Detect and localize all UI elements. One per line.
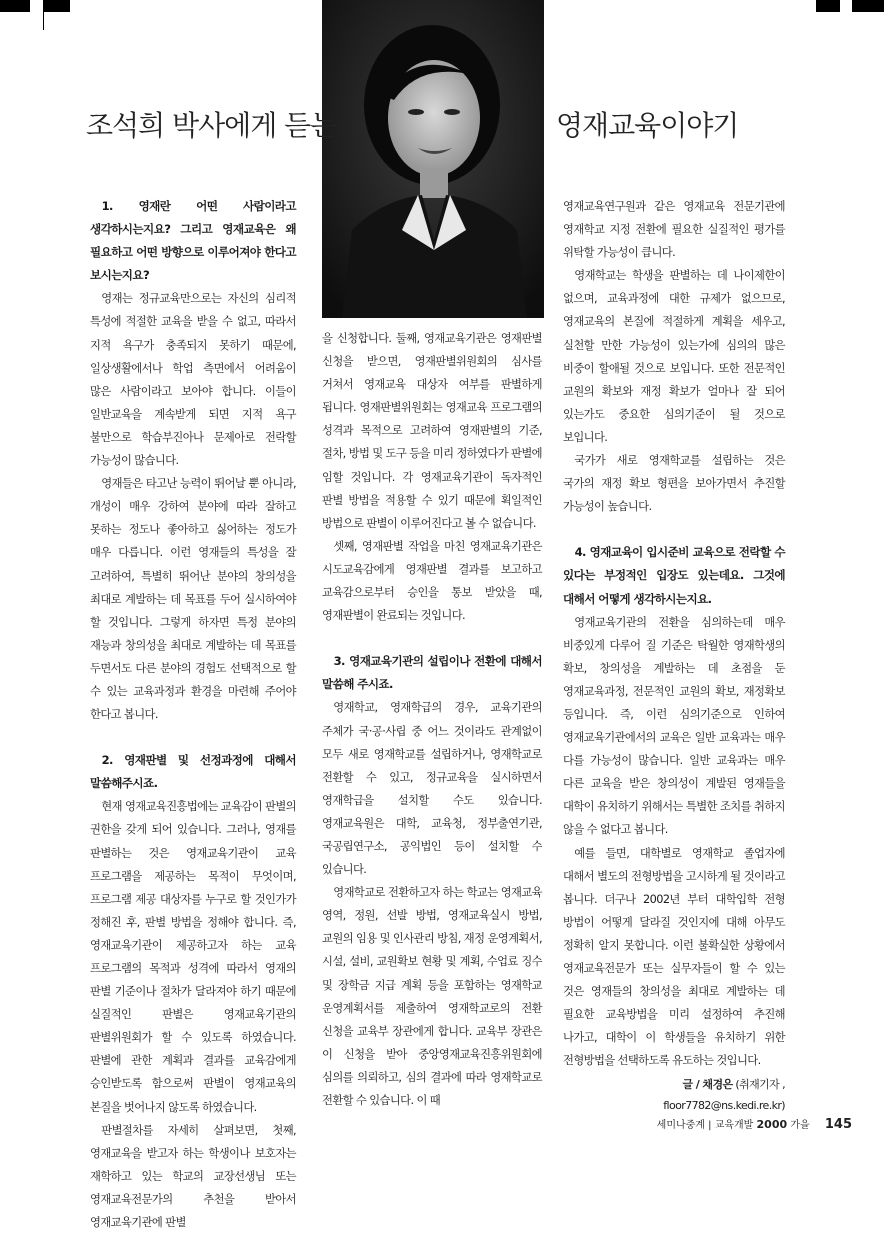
paragraph: 영재들은 타고난 능력이 뛰어날 뿐 아니라, 개성이 매우 강하여 분야에 따라 잘하고 못하는 정도나 좋아하고 싫어하는 정도가 매우 다릅니다. 이런 영재들의 특성을 잘 고려하여, 특별히 뛰어난 분야의 창의성을 최대로 계발하는 데 목표를 두어 실시하여야 할 것입니다. 그렇게 하자면 특정 분야의 재능과 창의성을 최대로 계발하는 데 목표를 두면서도 다른 분야의 경험도 선택적으로 할 수 있는 교육과정과 환경을 마련해 주어야 한다고 봅니다. (90, 477, 296, 722)
column-3 (563, 195, 785, 1116)
byline (563, 1074, 785, 1116)
footer-year: 2000 (756, 1118, 788, 1131)
paragraph: 영재교육연구원과 같은 영재교육 전문기관에 영재학교 지정 전환에 필요한 실질적인 평가를 위탁할 가능성이 큽니다. (563, 200, 785, 260)
crop-mark (0, 0, 30, 12)
crop-line (43, 0, 44, 30)
page-title-left: 조석희 박사에게 듣는 (86, 109, 337, 142)
paragraph: 예를 들면, 대학별로 영재학교 졸업자에 대해서 별도의 전형방법을 고시하게 될 것이라고 봅니다. 더구나 2002년 부터 대학입학 전형 방법이 어떻게 달라질 것인지에 대해 아무도 정확히 알지 못합니다. 이런 불확실한 상황에서 영재교육전문가 또는 실무자들이 할 수 있는 것은 영재들의 창의성을 최대로 계발하는 데 필요한 교육방법을 미리 설정하여 추진해 나가고, 대학이 이 학생들을 유치하기 위한 전형방법을 선택하도록 유도하는 것입니다. (563, 846, 785, 1068)
byline-role: (취재기자 , (735, 1078, 785, 1092)
question-4: 4. 영재교육이 입시준비 교육으로 전락할 수 있다는 부정적인 입장도 있는데요. 그것에 대해서 어떻게 생각하시는지요. (563, 545, 785, 606)
portrait-photo (322, 0, 544, 318)
column-2 (322, 327, 542, 1112)
page-title-right: 영재교육이야기 (556, 109, 739, 142)
crop-mark (852, 0, 884, 12)
footer-season: 가을 (790, 1120, 810, 1131)
paragraph: 영재는 정규교육만으로는 자신의 심리적 특성에 적절한 교육을 받을 수 없고, 따라서 지적 욕구가 충족되지 못하기 때문에, 일상생활에서나 학업 측면에서 어려움이 많은 사람이라고 보아야 합니다. 이들이 일반교육을 계속받게 되면 지적 욕구 불만으로 학습부진아나 문제아로 전락할 가능성이 많습니다. (90, 292, 296, 468)
question-1: 1. 영재란 어떤 사람이라고 생각하시는지요? 그리고 영재교육은 왜 필요하고 어떤 방향으로 이루어져야 한다고 보시는지요? (90, 199, 296, 283)
paragraph: 국가가 새로 영재학교를 설립하는 것은 국가의 재정 확보 형편을 보아가면서 추진할 가능성이 높습니다. (563, 454, 785, 514)
crop-mark (44, 0, 70, 12)
portrait-illustration (322, 0, 544, 318)
column-1 (90, 195, 296, 1234)
paragraph: 영재학교로 전환하고자 하는 학교는 영재교육 영역, 정원, 선발 방법, 영재교육실시 방법, 교원의 임용 및 인사관리 방침, 재정 운영계획서, 시설, 설비, 교원확보 현황 및 계획, 수업료 징수 및 장학금 지급 계획 등을 포함하는 영재학교 운영계획서를 제출하여 영재학교로의 전환 신청을 교육부 장관에게 합니다. 교육부 장관은 이 신청을 받아 중앙영재교육진흥위원회에 심의를 의뢰하고, 심의 결과에 따라 영재학교로 전환할 수 있습니다. 이 때 (322, 886, 542, 1107)
byline-email: floor7782@ns.kedi.re.kr) (663, 1099, 785, 1113)
page-footer (657, 1116, 852, 1132)
question-3: 3. 영재교육기관의 설립이나 전환에 대해서 말씀해 주시죠. (322, 654, 542, 692)
paragraph: 영재학교는 학생을 판별하는 데 나이제한이 없으며, 교육과정에 대한 규제가 없으므로, 영재교육의 본질에 적절하게 계획을 세우고, 실천할 만한 가능성이 있는가에 심의의 많은 비중이 할애될 것으로 보입니다. 또한 전문적인 교원의 확보와 재정 확보가 얼마나 잘 되어 있는가도 중요한 심의기준이 될 것으로 보입니다. (563, 269, 785, 444)
paragraph: 현재 영재교육진흥법에는 교육감이 판별의 권한을 갖게 되어 있습니다. 그러나, 영재를 판별하는 것은 영재교육기관이 교육 프로그램을 제공하는 목적이 무엇이며, 프로그램 제공 대상자를 누구로 할 것인가가 정해진 후, 판별 방법을 정해야 합니다. 즉, 영재교육기관이 제공하고자 하는 교육 프로그램의 목적과 성격에 따라서 영재의 판별 기준이나 절차가 달라져야 하기 때문에 실질적인 판별은 영재교육기관의 판별위원회가 할 수 있도록 하였습니다. 판별에 관한 계획과 결과를 교육감에게 승인받도록 함으로써 판별이 영재교육의 본질을 벗어나지 않도록 하였습니다. (90, 800, 296, 1114)
paragraph: 셋째, 영재판별 작업을 마친 영재교육기관은 시도교육감에게 영재판별 결과를 보고하고 교육감으로부터 승인을 통보 받았을 때, 영재판별이 완료되는 것입니다. (322, 539, 542, 623)
paragraph: 을 신청합니다. 둘째, 영재교육기관은 영재판별 신청을 받으면, 영재판별위원회의 심사를 거쳐서 영재교육 대상자 여부를 판별하게 됩니다. 영재판별위원회는 영재교육 프로그램의 성격과 목적으로 고려하여 영재판별의 기준, 절차, 방법 및 도구 등을 미리 정하였다가 판별에 임할 것입니다. 각 영재교육기관이 독자적인 판별 방법을 적용할 수 있기 때문에 획일적인 방법으로 판별이 이루어진다고 볼 수 없습니다. (322, 332, 542, 530)
byline-name: 글 / 채경은 (682, 1078, 733, 1092)
footer-magazine: 세미나중계 | 교육개발 (656, 1120, 754, 1131)
paragraph: 영재교육기관의 전환을 심의하는데 매우 비중있게 다루어 질 기준은 탁월한 영재학생의 확보, 창의성을 계발하는 데 초점을 둔 영재교육과정, 전문적인 교원의 확보, 재정확보 등입니다. 즉, 이런 심의기준으로 인하여 영재교육기관에서의 교육은 일반 교육과는 매우 다를 가능성이 많습니다. 일반 교육과는 매우 다른 교육을 받은 창의성이 계발된 영재들을 대학이 유치하기 위해서는 특별한 조치를 취하지 않을 수 없다고 봅니다. (563, 615, 785, 837)
paragraph: 판별절차를 자세히 살펴보면, 첫째, 영재교육을 받고자 하는 학생이나 보호자는 재학하고 있는 학교의 교장선생님 또는 영재교육전문가의 추천을 받아서 영재교육기관에 판별 (90, 1123, 296, 1230)
question-2: 2. 영재판별 및 선정과정에 대해서 말씀해주시죠. (90, 753, 296, 791)
page-number: 145 (824, 1117, 852, 1132)
paragraph: 영재학교, 영재학급의 경우, 교육기관의 주체가 국·공·사립 중 어느 것이라도 관계없이 모두 새로 영재학교를 설립하거나, 영재학교로 전환할 수 있고, 정규교육을 실시하면서 영재학급을 설치할 수도 있습니다. 영재교육원은 대학, 교육청, 정부출연기관, 국공립연구소, 공익법인 등이 설치할 수 있습니다. (322, 701, 542, 877)
crop-mark (816, 0, 840, 12)
